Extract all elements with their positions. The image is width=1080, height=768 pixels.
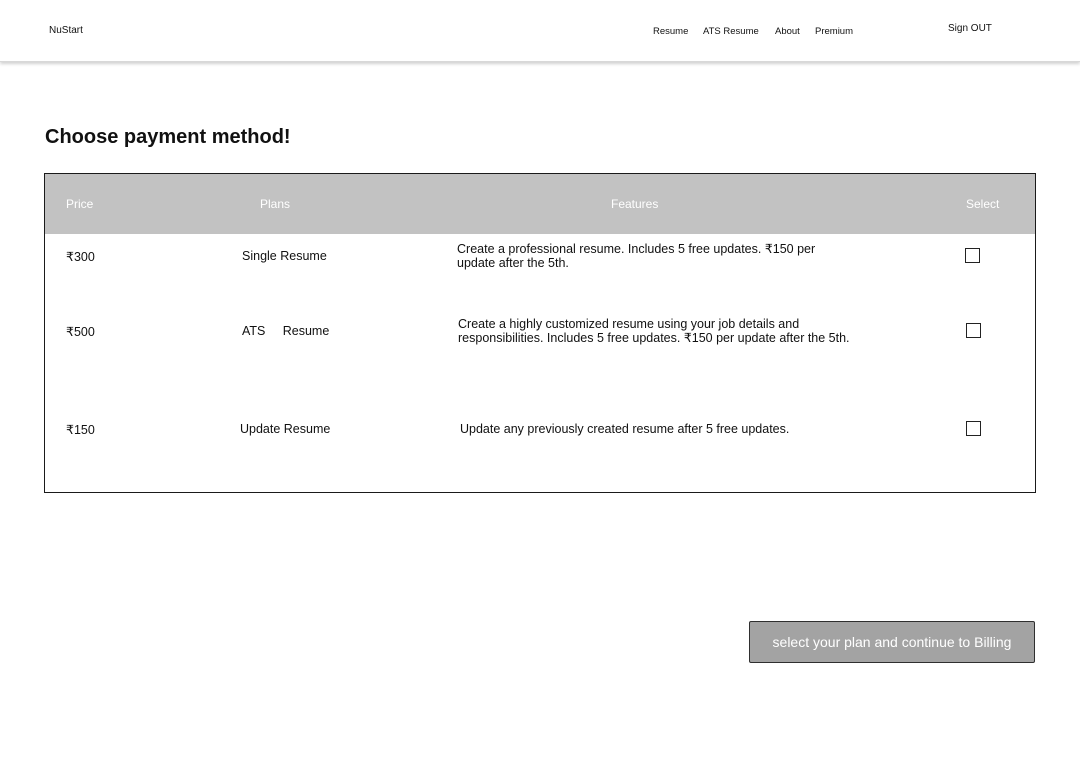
row-features xyxy=(457,242,857,270)
column-header-select: Select xyxy=(966,197,1000,211)
row-price: ₹150 xyxy=(66,423,95,437)
nav-link-premium[interactable]: Premium xyxy=(815,26,854,37)
column-header-price: Price xyxy=(66,197,94,211)
brand-logo-text[interactable]: NuStart xyxy=(49,25,83,36)
select-checkbox-single-resume[interactable] xyxy=(965,248,980,263)
nav-link-about[interactable]: About xyxy=(775,26,800,37)
row-features-line: Create a professional resume. Includes 5 free updates. ₹150 per xyxy=(457,242,816,256)
row-features xyxy=(460,422,880,436)
top-navigation-bar xyxy=(0,0,1080,62)
table-header-row xyxy=(45,174,1035,234)
row-features-line: Create a highly customized resume using your job details and xyxy=(458,317,800,331)
row-price: ₹500 xyxy=(66,325,95,339)
column-header-plans: Plans xyxy=(260,197,291,211)
row-features-line: Update any previously created resume after 5 free updates. xyxy=(460,422,790,436)
select-checkbox-update-resume[interactable] xyxy=(966,421,981,436)
continue-to-billing-button[interactable]: select your plan and continue to Billing xyxy=(749,621,1035,663)
row-plan-name: ATS Resume xyxy=(242,324,330,338)
nav-link-ats-resume[interactable]: ATS Resume xyxy=(703,26,759,37)
page-title: Choose payment method! xyxy=(45,126,291,148)
row-plan-name: Single Resume xyxy=(242,249,327,263)
nav-link-resume[interactable]: Resume xyxy=(653,26,689,37)
row-plan-name: Update Resume xyxy=(240,422,331,436)
row-features xyxy=(458,317,898,345)
row-price: ₹300 xyxy=(66,250,95,264)
column-header-features: Features xyxy=(611,197,659,211)
sign-out-link[interactable]: Sign OUT xyxy=(948,23,992,34)
row-features-line: update after the 5th. xyxy=(457,256,569,270)
plans-table xyxy=(44,173,1036,493)
select-checkbox-ats-resume[interactable] xyxy=(966,323,981,338)
row-features-line: responsibilities. Includes 5 free updates. ₹150 per update after the 5th. xyxy=(458,331,850,345)
